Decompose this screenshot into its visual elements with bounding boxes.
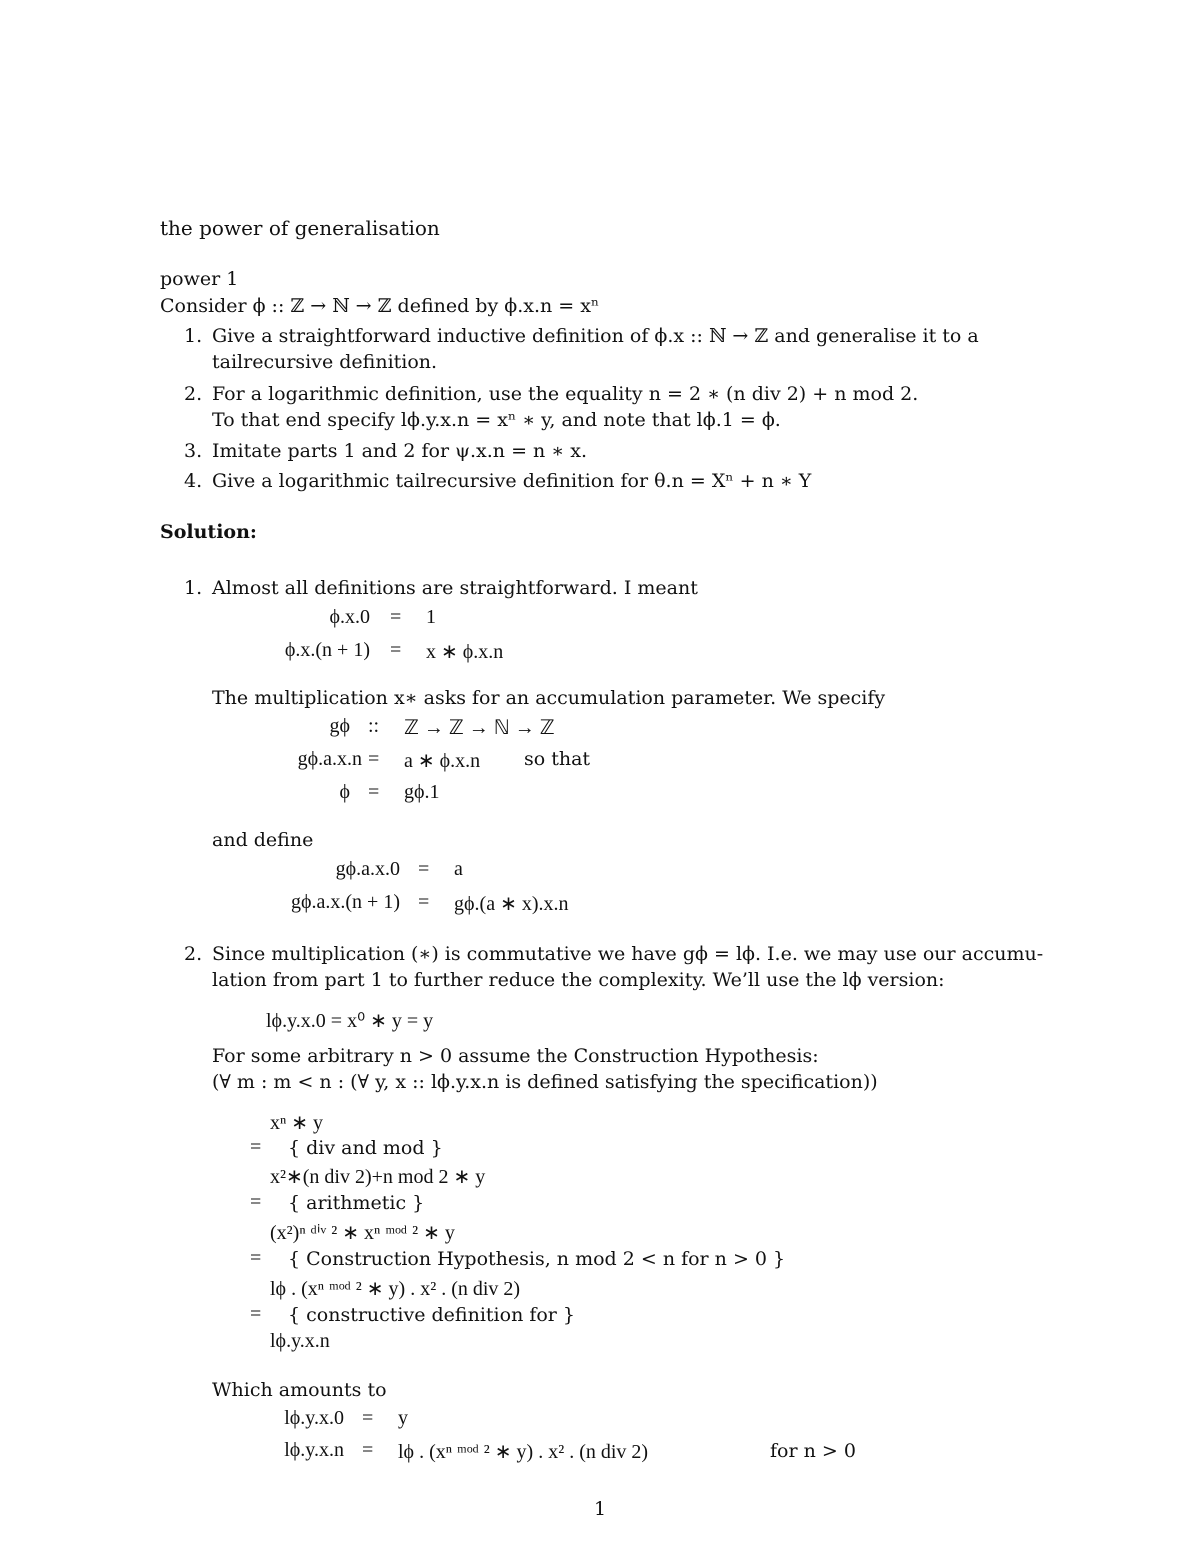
equation-operator: = [418,858,430,880]
problem-item-text: To that end specify lϕ.y.x.n = xⁿ ∗ y, and note that lϕ.1 = ϕ. [212,409,781,431]
calc-operator: = [250,1247,262,1269]
problem-item-text: For a logarithmic definition, use the equality n = 2 ∗ (n div 2) + n mod 2. [212,383,919,405]
solution-text: lation from part 1 to further reduce the complexity. We’ll use the lϕ version: [212,969,945,991]
problem-item-number: 4. [184,470,203,492]
solution-text: Since multiplication (∗) is commutative we have gϕ = lϕ. I.e. we may use our accumu- [212,943,1044,965]
equation-operator: = [362,1439,374,1461]
equation-operator: = [390,606,402,628]
calc-expression: xⁿ ∗ y [270,1112,324,1134]
calc-expression: x²∗(n div 2)+n mod 2 ∗ y [270,1166,486,1188]
calc-expression: lϕ . (xⁿ ᵐᵒᵈ ² ∗ y) . x² . (n div 2) [270,1278,521,1300]
calc-hint: { arithmetic } [288,1192,425,1214]
calc-hint: { Construction Hypothesis, n mod 2 < n for n > 0 } [288,1248,786,1270]
solution-text: The multiplication x∗ asks for an accumulation parameter. We specify [212,687,886,709]
solution-text: Almost all definitions are straightforward. I meant [212,577,698,599]
equation-rhs: y [398,1407,408,1429]
equation-rhs: ℤ → ℤ → ℕ → ℤ [404,717,555,739]
equation-note: so that [524,748,591,770]
calc-expression: (x²)ⁿ ᵈⁱᵛ ² ∗ xⁿ ᵐᵒᵈ ² ∗ y [270,1222,455,1244]
page-title: the power of generalisation [160,216,440,240]
equation-operator: :: [368,715,380,737]
problem-item-text: Give a logarithmic tailrecursive definition for θ.n = Xⁿ + n ∗ Y [212,470,812,492]
equation-operator: = [362,1407,374,1429]
solution-heading: Solution: [160,521,257,543]
problem-item-number: 2. [184,383,203,405]
solution-text: Which amounts to [212,1379,387,1401]
problem-item-text: tailrecursive definition. [212,351,438,373]
equation-operator: = [390,639,402,661]
base-equation: lϕ.y.x.0 = x⁰ ∗ y = y [266,1010,434,1032]
equation-rhs: gϕ.(a ∗ x).x.n [454,893,569,915]
solution-text: and define [212,829,314,851]
calc-operator: = [250,1191,262,1213]
problem-intro: Consider ϕ :: ℤ → ℕ → ℤ defined by ϕ.x.n = xⁿ [160,295,600,317]
equation-rhs: gϕ.1 [404,781,440,803]
equation-operator: = [418,891,430,913]
calc-expression: lϕ.y.x.n [270,1330,330,1352]
equation-operator: = [368,748,380,770]
calc-operator: = [250,1136,262,1158]
equation-rhs: 1 [426,606,436,628]
solution-part-number: 2. [184,943,203,965]
problem-item-text: Give a straightforward inductive definition of ϕ.x :: ℕ → ℤ and generalise it to a [212,325,979,347]
problem-item-number: 1. [184,325,203,347]
hypothesis-text: (∀ m : m < n : (∀ y, x :: lϕ.y.x.n is defined satisfying the specification)) [212,1071,878,1093]
problem-item-text: Imitate parts 1 and 2 for ψ.x.n = n ∗ x. [212,440,588,462]
problem-item-number: 3. [184,440,203,462]
calc-hint: { div and mod } [288,1137,443,1159]
problem-heading: power 1 [160,268,239,290]
equation-rhs: lϕ . (xⁿ ᵐᵒᵈ ² ∗ y) . x² . (n div 2) [398,1441,649,1463]
solution-text: For some arbitrary n > 0 assume the Construction Hypothesis: [212,1045,819,1067]
equation-note: for n > 0 [770,1440,856,1462]
equation-rhs: a [454,858,463,880]
solution-part-number: 1. [184,577,203,599]
equation-rhs: a ∗ ϕ.x.n [404,750,481,772]
calc-hint: { constructive definition for } [288,1304,576,1326]
page-number: 1 [593,1498,607,1520]
equation-operator: = [368,781,380,803]
calc-operator: = [250,1303,262,1325]
equation-rhs: x ∗ ϕ.x.n [426,641,504,663]
